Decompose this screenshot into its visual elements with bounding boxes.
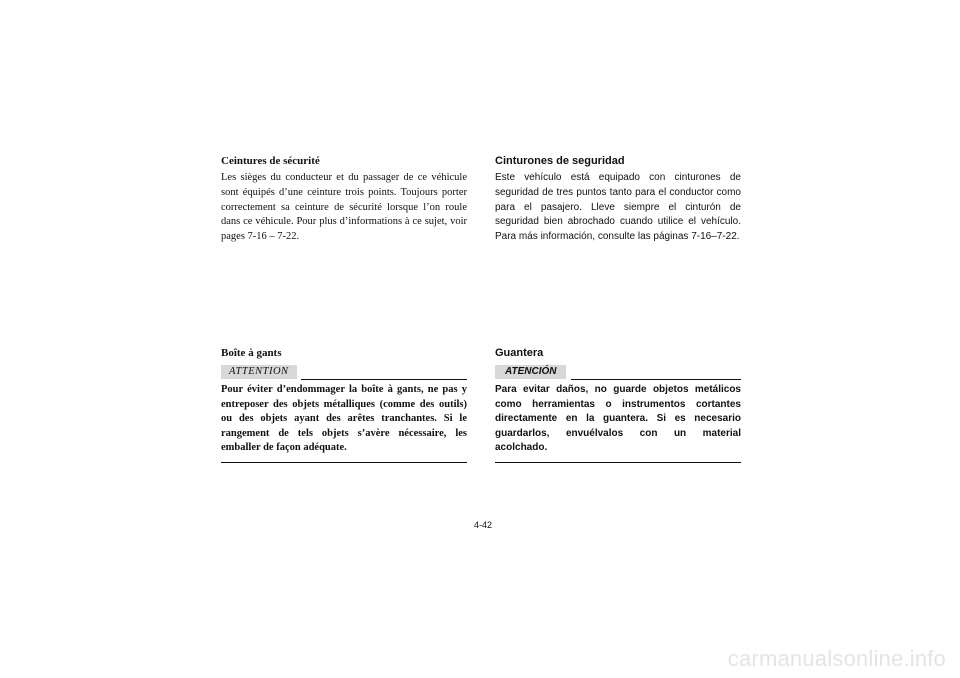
watermark-text: carmanualsonline.info <box>727 646 946 671</box>
fr-glovebox-section <box>221 345 467 463</box>
es-seatbelt-heading: Cinturones de seguridad <box>495 155 625 167</box>
es-seatbelt-body: Este vehículo está equipado con cinturones de seguridad de tres puntos tanto para el conductor como para el pasajero. Lleve siempre el cinturón de seguridad bien abrochado cuando utilice el vehículo. Para más información, consulte las páginas 7-16–7-22. <box>495 172 741 243</box>
fr-warning-header <box>221 365 467 383</box>
es-warning-badge: ATENCIÓN <box>495 365 566 379</box>
es-warning-rule <box>571 379 741 380</box>
fr-glovebox-heading: Boîte à gants <box>221 347 282 359</box>
fr-seatbelt-body: Les sièges du conducteur et du passager de ce véhicule sont équipés d’une ceinture trois points. Toujours porter correctement sa ceinture de sécurité lorsque l’on roule dans ce véhicule. Pour plus d’informations à ce sujet, voir pages 7-16 – 7-22. <box>221 172 467 243</box>
fr-warning-bottom-rule <box>221 462 467 463</box>
fr-seatbelt-section <box>221 153 467 245</box>
fr-warning-text: Pour éviter d’endommager la boîte à gants, ne pas y entreposer des objets métalliques (comme des outils) ou des objets ayant des arêtes tranchantes. Si le rangement de tels objets s’avère nécessaire, les emballer de façon adéquate. <box>221 384 467 453</box>
fr-warning-rule <box>301 379 467 380</box>
es-warning-header <box>495 365 741 383</box>
fr-warning-badge: ATTENTION <box>221 365 297 379</box>
es-seatbelt-section <box>495 153 741 245</box>
es-warning-text: Para evitar daños, no guarde objetos metálicos como herramientas o instrumentos cortantes directamente en la guantera. Si es necesario guardarlos, envuélvalos con un material acolchado. <box>495 384 741 454</box>
es-glovebox-section <box>495 345 741 463</box>
es-warning-bottom-rule <box>495 462 741 463</box>
page-number: 4-42 <box>473 520 492 530</box>
fr-seatbelt-heading: Ceintures de sécurité <box>221 155 320 167</box>
es-glovebox-heading: Guantera <box>495 347 544 359</box>
